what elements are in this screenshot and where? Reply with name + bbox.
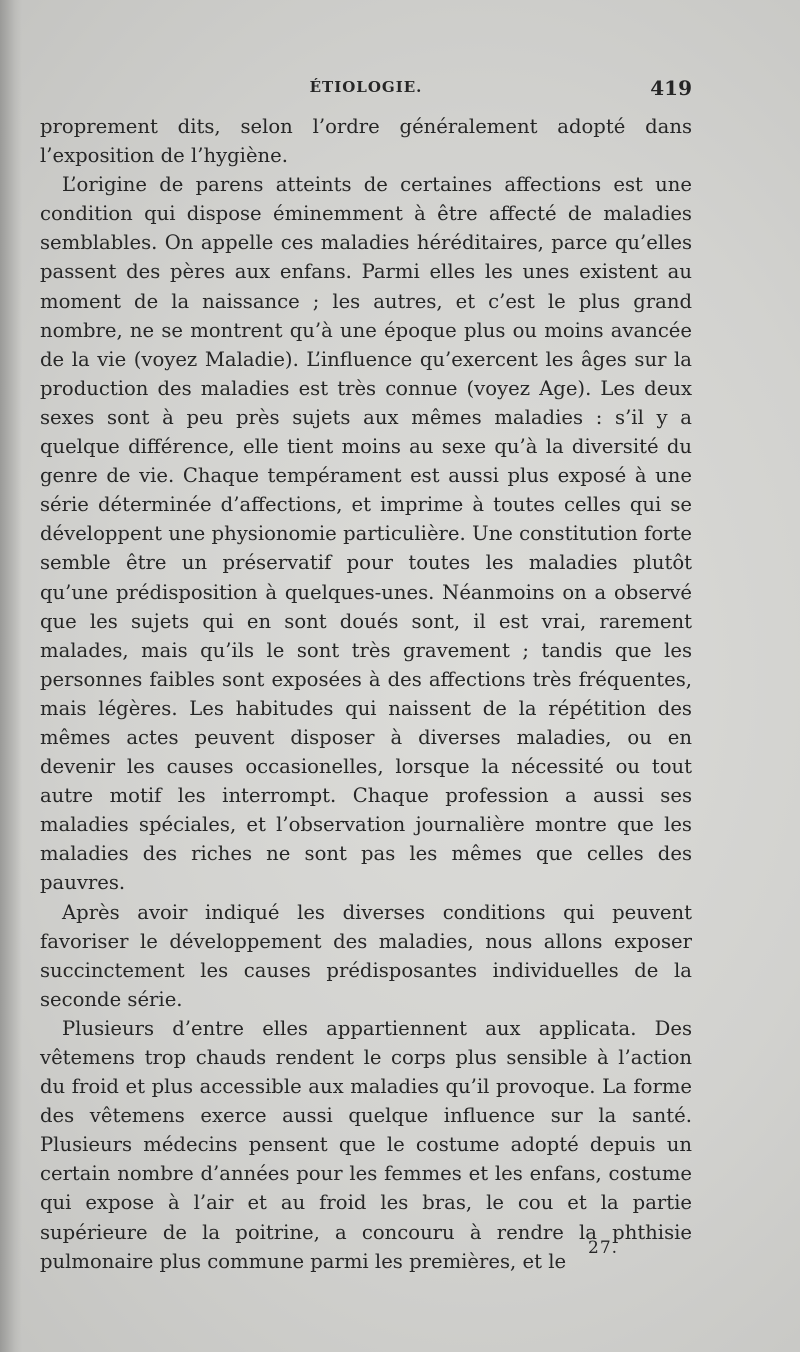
running-title: ÉTIOLOGIE.	[309, 78, 423, 96]
paragraph: Après avoir indiqué les diverses conditions qui peuvent favoriser le développement des maladies, nous allons exposer succinctement les causes prédisposantes individuelles de la seconde série.	[40, 900, 692, 1011]
page-header	[40, 78, 692, 106]
paragraph: L’origine de parens atteints de certaines affections est une condition qui dispose éminemment à être affecté de maladies semblables. On appelle ces maladies héréditaires, parce qu’elles passent des pères aux enfans. Parmi elles les unes existent au moment de la naissance ; les autres, et c’est le plus grand nombre, ne se montrent qu’à une époque plus ou moins avancée de la vie (voyez Maladie). L’influence qu’exercent les âges sur la production des maladies est très connue (voyez Age). Les deux sexes sont à peu près sujets aux mêmes maladies : s’il y a quelque différence, elle tient moins au sexe qu’à la diversité du genre de vie. Chaque tempérament est aussi plus exposé à une série déterminée d’affections, et imprime à toutes celles qui se développent une physionomie particulière. Une constitution forte semble être un préservatif pour toutes les maladies plutôt qu’une prédisposition à quelques-unes. Néanmoins on a observé que les sujets qui en sont doués sont, il est vrai, rarement malades, mais qu’ils le sont très gravement ; tandis que les personnes faibles sont exposées à des affections très fréquentes, mais légères. Les habitudes qui naissent de la répétition des mêmes actes peuvent disposer à diverses maladies, ou en devenir les causes occasionelles, lorsque la nécessité ou tout autre motif les interrompt. Chaque profession a aussi ses maladies spéciales, et l’observation journalière montre que les maladies des riches ne sont pas les mêmes que celles des pauvres.	[40, 173, 692, 895]
paragraph: proprement dits, selon l’ordre généralement adopté dans l’exposition de l’hygiène.	[40, 115, 692, 168]
page-number: 419	[650, 76, 692, 100]
page-gutter-shadow	[0, 0, 22, 1352]
body-text	[40, 112, 692, 1276]
signature-mark: 27.	[588, 1238, 619, 1258]
paragraph: Plusieurs d’entre elles appartiennent aux applicata. Des vêtemens trop chauds rendent le corps plus sensible à l’action du froid et plus accessible aux maladies qu’il provoque. La forme des vêtemens exerce aussi quelque influence sur la santé. Plusieurs médecins pensent que le costume adopté depuis un certain nombre d’années pour les femmes et les enfans, costume qui expose à l’air et au froid les bras, le cou et la partie supérieure de la poitrine, a concouru à rendre la phthisie pulmonaire plus commune parmi les premières, et le	[40, 1016, 692, 1273]
